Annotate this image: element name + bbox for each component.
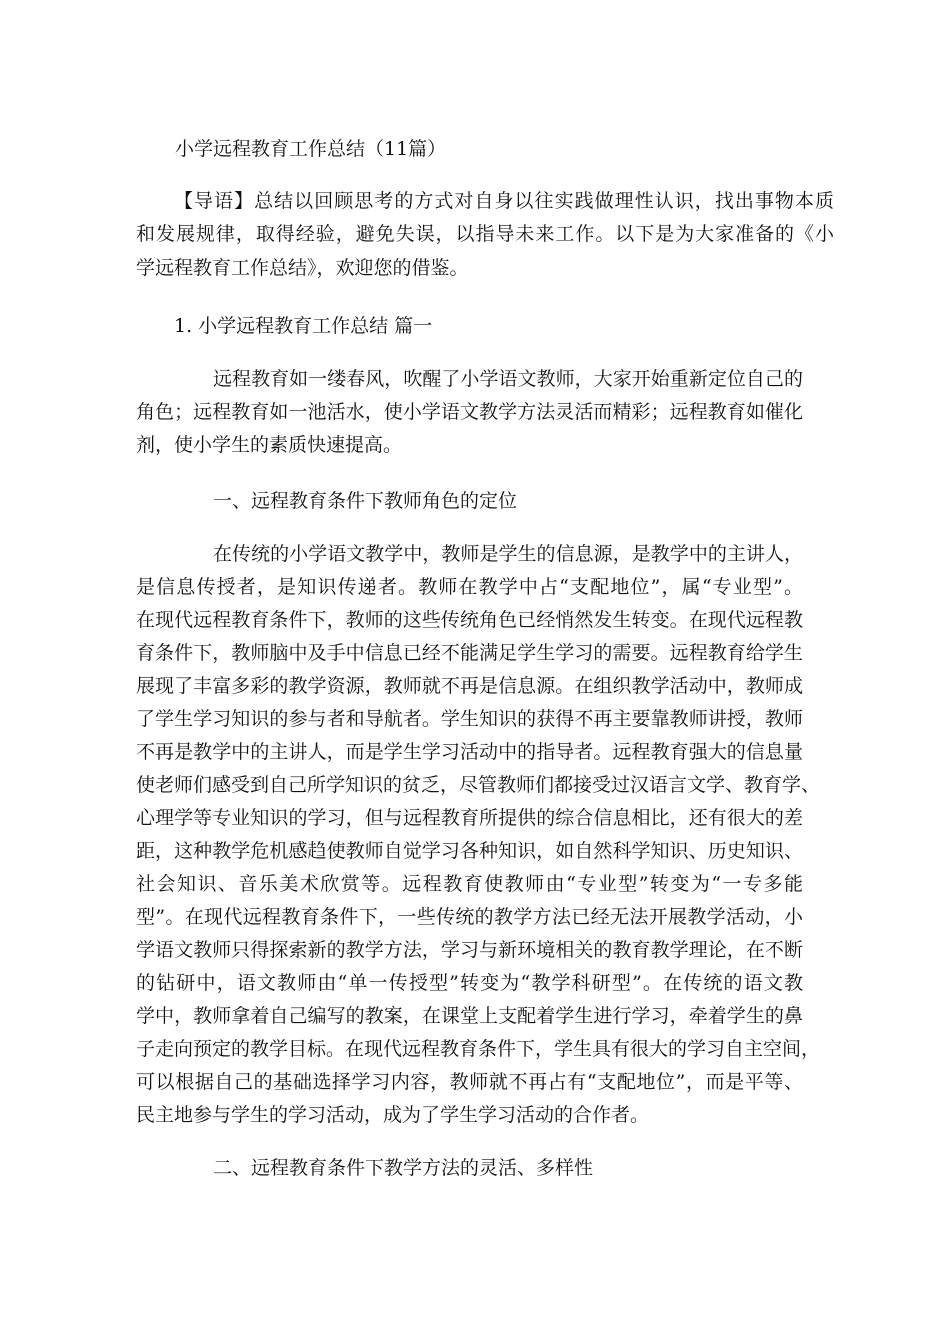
paragraph-2-line-11: 社会知识、音乐美术欣赏等。远程教育使教师由“专业型”转变为“一专多能 <box>136 873 803 895</box>
paragraph-1-line-3: 剂，使小学生的素质快速提高。 <box>136 434 403 456</box>
subheading-2: 二、远程教育条件下教学方法的灵活、多样性 <box>213 1157 594 1179</box>
paragraph-2-line-15: 学中，教师拿着自己编写的教案，在课堂上支配着学生进行学习，牵着学生的鼻 <box>136 1005 803 1027</box>
paragraph-2-line-16: 子走向预定的教学目标。在现代远程教育条件下，学生具有很大的学习自主空间， <box>136 1038 821 1060</box>
paragraph-2-line-18: 民主地参与学生的学习活动，成为了学生学习活动的合作者。 <box>136 1104 650 1126</box>
paragraph-2-line-2: 是信息传授者，是知识传递者。教师在教学中占“支配地位”，属“专业型”。 <box>136 576 803 598</box>
section-1-heading: 1. 小学远程教育工作总结 篇一 <box>174 315 433 337</box>
subheading-1: 一、远程教育条件下教师角色的定位 <box>213 490 518 512</box>
paragraph-2-line-8: 使老师们感受到自己所学知识的贫乏，尽管教师们都接受过汉语言文学、教育学、 <box>136 774 821 796</box>
paragraph-2-line-4: 育条件下，教师脑中及手中信息已经不能满足学生学习的需要。远程教育给学生 <box>136 642 803 664</box>
paragraph-2-line-10: 距，这种教学危机感趋使教师自觉学习各种知识，如自然科学知识、历史知识、 <box>136 840 803 862</box>
paragraph-2-line-14: 的钻研中，语文教师由“单一传授型”转变为“教学科研型”。在传统的语文教 <box>136 972 803 994</box>
paragraph-2-line-17: 可以根据自己的基础选择学习内容，教师就不再占有“支配地位”，而是平等、 <box>136 1071 803 1093</box>
paragraph-1-line-1: 远程教育如一缕春风，吹醒了小学语文教师，大家开始重新定位自己的 <box>213 368 803 390</box>
paragraph-2-line-13: 学语文教师只得探索新的教学方法，学习与新环境相关的教育教学理论，在不断 <box>136 939 803 961</box>
intro-line-1: 【导语】总结以回顾思考的方式对自身以往实践做理性认识，找出事物本质 <box>174 190 834 212</box>
paragraph-2-line-7: 不再是教学中的主讲人，而是学生学习活动中的指导者。远程教育强大的信息量 <box>136 741 803 763</box>
paragraph-2-line-6: 了学生学习知识的参与者和导航者。学生知识的获得不再主要靠教师讲授，教师 <box>136 708 803 730</box>
paragraph-1-line-2: 角色；远程教育如一池活水，使小学语文教学方法灵活而精彩；远程教育如催化 <box>136 401 803 423</box>
intro-line-3: 学远程教育工作总结》，欢迎您的借鉴。 <box>136 257 469 279</box>
paragraph-2-line-3: 在现代远程教育条件下，教师的这些传统角色已经悄然发生转变。在现代远程教 <box>136 609 803 631</box>
intro-line-2: 和发展规律，取得经验，避免失误，以指导未来工作。以下是为大家准备的《小 <box>136 223 834 245</box>
paragraph-2-line-12: 型”。在现代远程教育条件下，一些传统的教学方法已经无法开展教学活动，小 <box>136 906 803 928</box>
paragraph-2-line-1: 在传统的小学语文教学中，教师是学生的信息源，是教学中的主讲人， <box>213 543 803 565</box>
paragraph-2-line-9: 心理学等专业知识的学习，但与远程教育所提供的综合信息相比，还有很大的差 <box>136 807 803 829</box>
document-title: 小学远程教育工作总结（11篇） <box>175 138 447 160</box>
paragraph-2-line-5: 展现了丰富多彩的教学资源，教师就不再是信息源。在组织教学活动中，教师成 <box>136 675 803 697</box>
